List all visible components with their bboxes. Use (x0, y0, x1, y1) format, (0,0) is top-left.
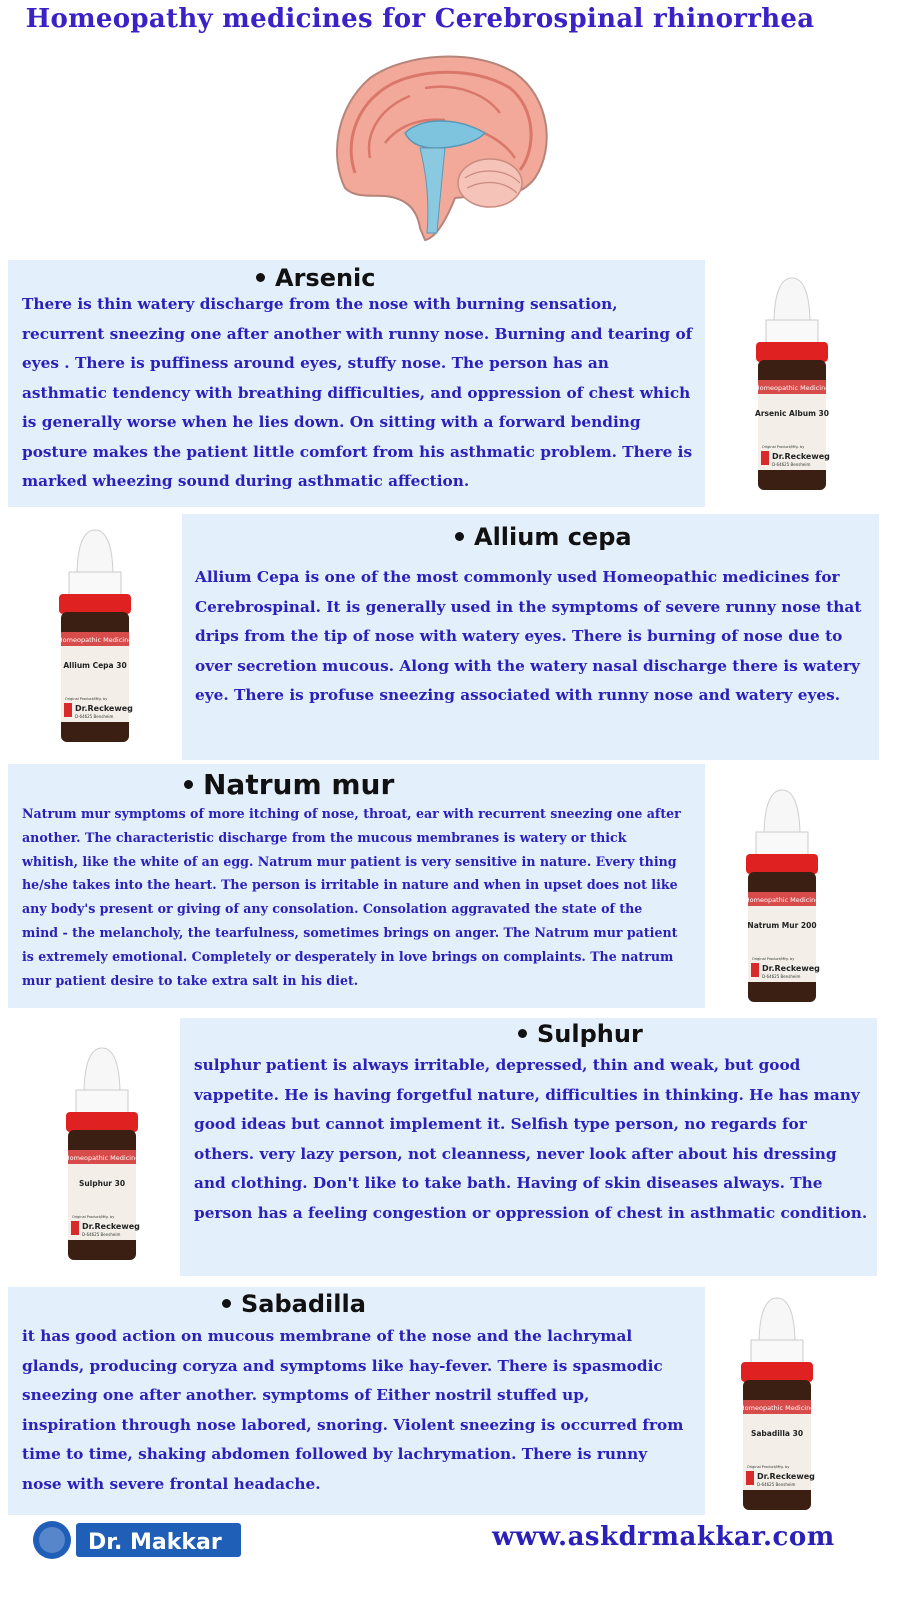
bottle-address: D-64625 Bensheim (772, 462, 811, 467)
bottle-band-text: Homeopathic Medicine (739, 1404, 815, 1412)
sabadilla-description: it has good action on mucous membrane of the nose and the lachrymal glands, producing coryza and symptoms like hay-fever. There is spasmodic sneezing one after another. symptoms of Either nostril stuffed up, inspiration through nose labored, snoring. Violent sneezing is occurred from time to time, shaking abdomen followed by lachrymation. There is runny nose with severe frontal headache. (22, 1327, 684, 1493)
bottle-small-text: Original Product/Mfg. by (65, 697, 108, 701)
bottle-red-ring (741, 1362, 813, 1382)
page-title: Homeopathy medicines for Cerebrospinal rhinorrhea (25, 4, 815, 34)
bullet-icon (184, 780, 193, 789)
natrum-mur-heading (184, 768, 394, 801)
bottle-band-text: Homeopathic Medicine (64, 1154, 140, 1162)
sulphur-bottle (62, 1040, 142, 1265)
sulphur-heading (518, 1020, 643, 1048)
allium-cepa-heading (455, 523, 632, 551)
arsenic-title: Arsenic (275, 264, 376, 292)
bottle-red-ring (59, 594, 131, 614)
bottle-band-text: Homeopathic Medicine (57, 636, 133, 644)
bottle-cap (774, 278, 810, 325)
bottle-small-text: Original Product/Mfg. by (747, 1465, 790, 1469)
bottle-product-name: Sulphur 30 (78, 1179, 126, 1188)
bottle-red-ring (746, 854, 818, 874)
bottle-cap (77, 530, 113, 577)
logo-text: Dr. Makkar (88, 1530, 222, 1555)
bottle-cap (764, 790, 800, 837)
allium-cepa-description: Allium Cepa is one of the most commonly used Homeopathic medicines for Cerebrospinal. It is generally used in the symptoms of severe runny nose that drips from the tip of nose with watery eyes. There is burning of nose due to over secretion mucous. Along with the watery nasal discharge there is watery eye. There is profuse sneezing associated with runny nose and watery eyes. (195, 568, 862, 704)
bottle-address: D-64625 Bensheim (762, 974, 801, 979)
bottle-product-name: Natrum Mur 200 (747, 921, 817, 930)
bottle-address: D-64625 Bensheim (757, 1482, 796, 1487)
bottle-address: D-64625 Bensheim (75, 714, 114, 719)
bottle-brand: Dr.Reckeweg (75, 704, 133, 713)
bottle-product-name: Allium Cepa 30 (63, 661, 127, 670)
website-link[interactable]: www.askdrmakkar.com (492, 1522, 835, 1552)
bottle-brand: Dr.Reckeweg (762, 964, 820, 973)
bottle-address: D-64625 Bensheim (82, 1232, 121, 1237)
sulphur-title: Sulphur (537, 1020, 643, 1048)
bottle-band-text: Homeopathic Medicine (744, 896, 820, 904)
bullet-icon (222, 1299, 231, 1308)
arsenic-album-bottle (752, 270, 832, 495)
natrum-mur-bottle (742, 782, 822, 1007)
bullet-icon (455, 532, 464, 541)
bottle-brand: Dr.Reckeweg (757, 1472, 815, 1481)
bottle-product-name: Arsenic Album 30 (755, 409, 829, 418)
bottle-cap (84, 1048, 120, 1095)
sabadilla-heading (222, 1290, 366, 1318)
bottle-small-text: Original Product/Mfg. by (72, 1215, 115, 1219)
natrum-mur-title: Natrum mur (203, 768, 395, 801)
bullet-icon (518, 1029, 527, 1038)
sabadilla-title: Sabadilla (241, 1290, 366, 1318)
bottle-band-text: Homeopathic Medicine (754, 384, 830, 392)
bottle-product-name: Sabadilla 30 (750, 1429, 804, 1438)
arsenic-description: There is thin watery discharge from the nose with burning sensation, recurrent sneezing one after another with runny nose. Burning and tearing of eyes . There is puffiness around eyes, stuffy nose. The person has an asthmatic tendency with breathing difficulties, and oppression of chest which is generally worse when he lies down. On sitting with a forward bending posture makes the patient little comfort from his asthmatic problem. There is marked wheezing sound during asthmatic affection. (22, 295, 693, 490)
arsenic-heading (256, 264, 376, 292)
dr-makkar-logo (32, 1520, 242, 1560)
brain-illustration (325, 48, 555, 243)
bullet-icon (256, 273, 265, 282)
sulphur-description: sulphur patient is always irritable, depressed, thin and weak, but good vappetite. He is having forgetful nature, difficulties in thinking. He has many good ideas but cannot implement it. Selfish type person, no regards for others. very lazy person, not cleanness, never look after about his dressing and clothing. Don't like to take bath. Having of skin diseases always. The person has a feeling congestion or oppression of chest in asthmatic condition. (194, 1056, 868, 1222)
bottle-cap (759, 1298, 795, 1345)
natrum-mur-description: Natrum mur symptoms of more itching of nose, throat, ear with recurrent sneezing one after another. The characteristic discharge from the mucous membranes is watery or thick whitish, like the white of an egg. Natrum mur patient is very sensitive in nature. Every thing he/she takes into the heart. The person is irritable in nature and when in upset does not like any body's present or giving of any consolation. Consolation aggravated the state of the mind - the melancholy, the tearfulness, sometimes brings on anger. The Natrum mur patient is extremely emotional. Completely or desperately in love brings on complaints. The natrum mur patient desire to take extra salt in his diet. (22, 806, 681, 988)
bottle-small-text: Original Product/Mfg. by (752, 957, 795, 961)
sabadilla-bottle (737, 1290, 817, 1515)
bottle-small-text: Original Product/Mfg. by (762, 445, 805, 449)
allium-cepa-bottle (55, 522, 135, 747)
bottle-red-ring (756, 342, 828, 362)
allium-cepa-title: Allium cepa (474, 523, 632, 551)
bottle-brand: Dr.Reckeweg (82, 1222, 140, 1231)
bottle-brand: Dr.Reckeweg (772, 452, 830, 461)
bottle-red-ring (66, 1112, 138, 1132)
